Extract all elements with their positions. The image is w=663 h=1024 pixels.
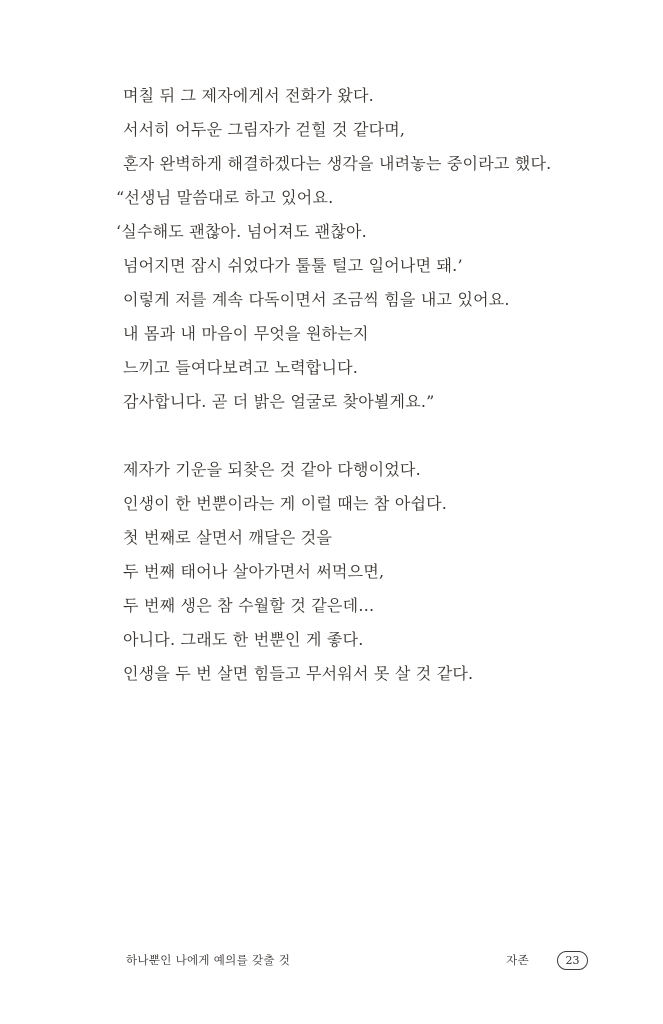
text-line: ‘실수해도 괜찮아. 넘어져도 괜찮아. bbox=[116, 222, 367, 241]
footer-right bbox=[506, 951, 588, 970]
paragraph-2 bbox=[123, 453, 623, 691]
text-line: 인생이 한 번뿐이라는 게 이럴 때는 참 아쉽다. bbox=[123, 494, 448, 513]
text-line: 며칠 뒤 그 제자에게서 전화가 왔다. bbox=[123, 86, 374, 105]
running-title: 하나뿐인 나에게 예의를 갖출 것 bbox=[126, 953, 291, 967]
text-line: 제자가 기운을 되찾은 것 같아 다행이었다. bbox=[123, 460, 421, 479]
text-line: 혼자 완벽하게 해결하겠다는 생각을 내려놓는 중이라고 했다. bbox=[123, 154, 552, 173]
section-label: 자존 bbox=[506, 953, 529, 967]
text-line: 느끼고 들여다보려고 노력합니다. bbox=[123, 358, 359, 377]
page-footer bbox=[126, 948, 588, 972]
text-line: 감사합니다. 곧 더 밝은 얼굴로 찾아뵐게요.” bbox=[123, 392, 435, 411]
paragraph-1 bbox=[116, 79, 623, 419]
body-text bbox=[116, 79, 623, 691]
text-line: 인생을 두 번 살면 힘들고 무서워서 못 살 것 같다. bbox=[123, 664, 474, 683]
text-line: 넘어지면 잠시 쉬었다가 툴툴 털고 일어나면 돼.’ bbox=[123, 256, 463, 275]
page-number-badge: 23 bbox=[557, 951, 588, 970]
text-line: “선생님 말씀대로 하고 있어요. bbox=[116, 188, 334, 207]
text-line: 아니다. 그래도 한 번뿐인 게 좋다. bbox=[123, 630, 364, 649]
text-line: 두 번째 태어나 살아가면서 써먹으면, bbox=[123, 562, 385, 581]
text-line: 이렇게 저를 계속 다독이면서 조금씩 힘을 내고 있어요. bbox=[123, 290, 510, 309]
text-line: 서서히 어두운 그림자가 걷힐 것 같다며, bbox=[123, 120, 406, 139]
text-line: 첫 번째로 살면서 깨달은 것을 bbox=[123, 528, 333, 547]
text-line: 내 몸과 내 마음이 무엇을 원하는지 bbox=[123, 324, 369, 343]
text-line: 두 번째 생은 참 수월할 것 같은데… bbox=[123, 596, 375, 615]
